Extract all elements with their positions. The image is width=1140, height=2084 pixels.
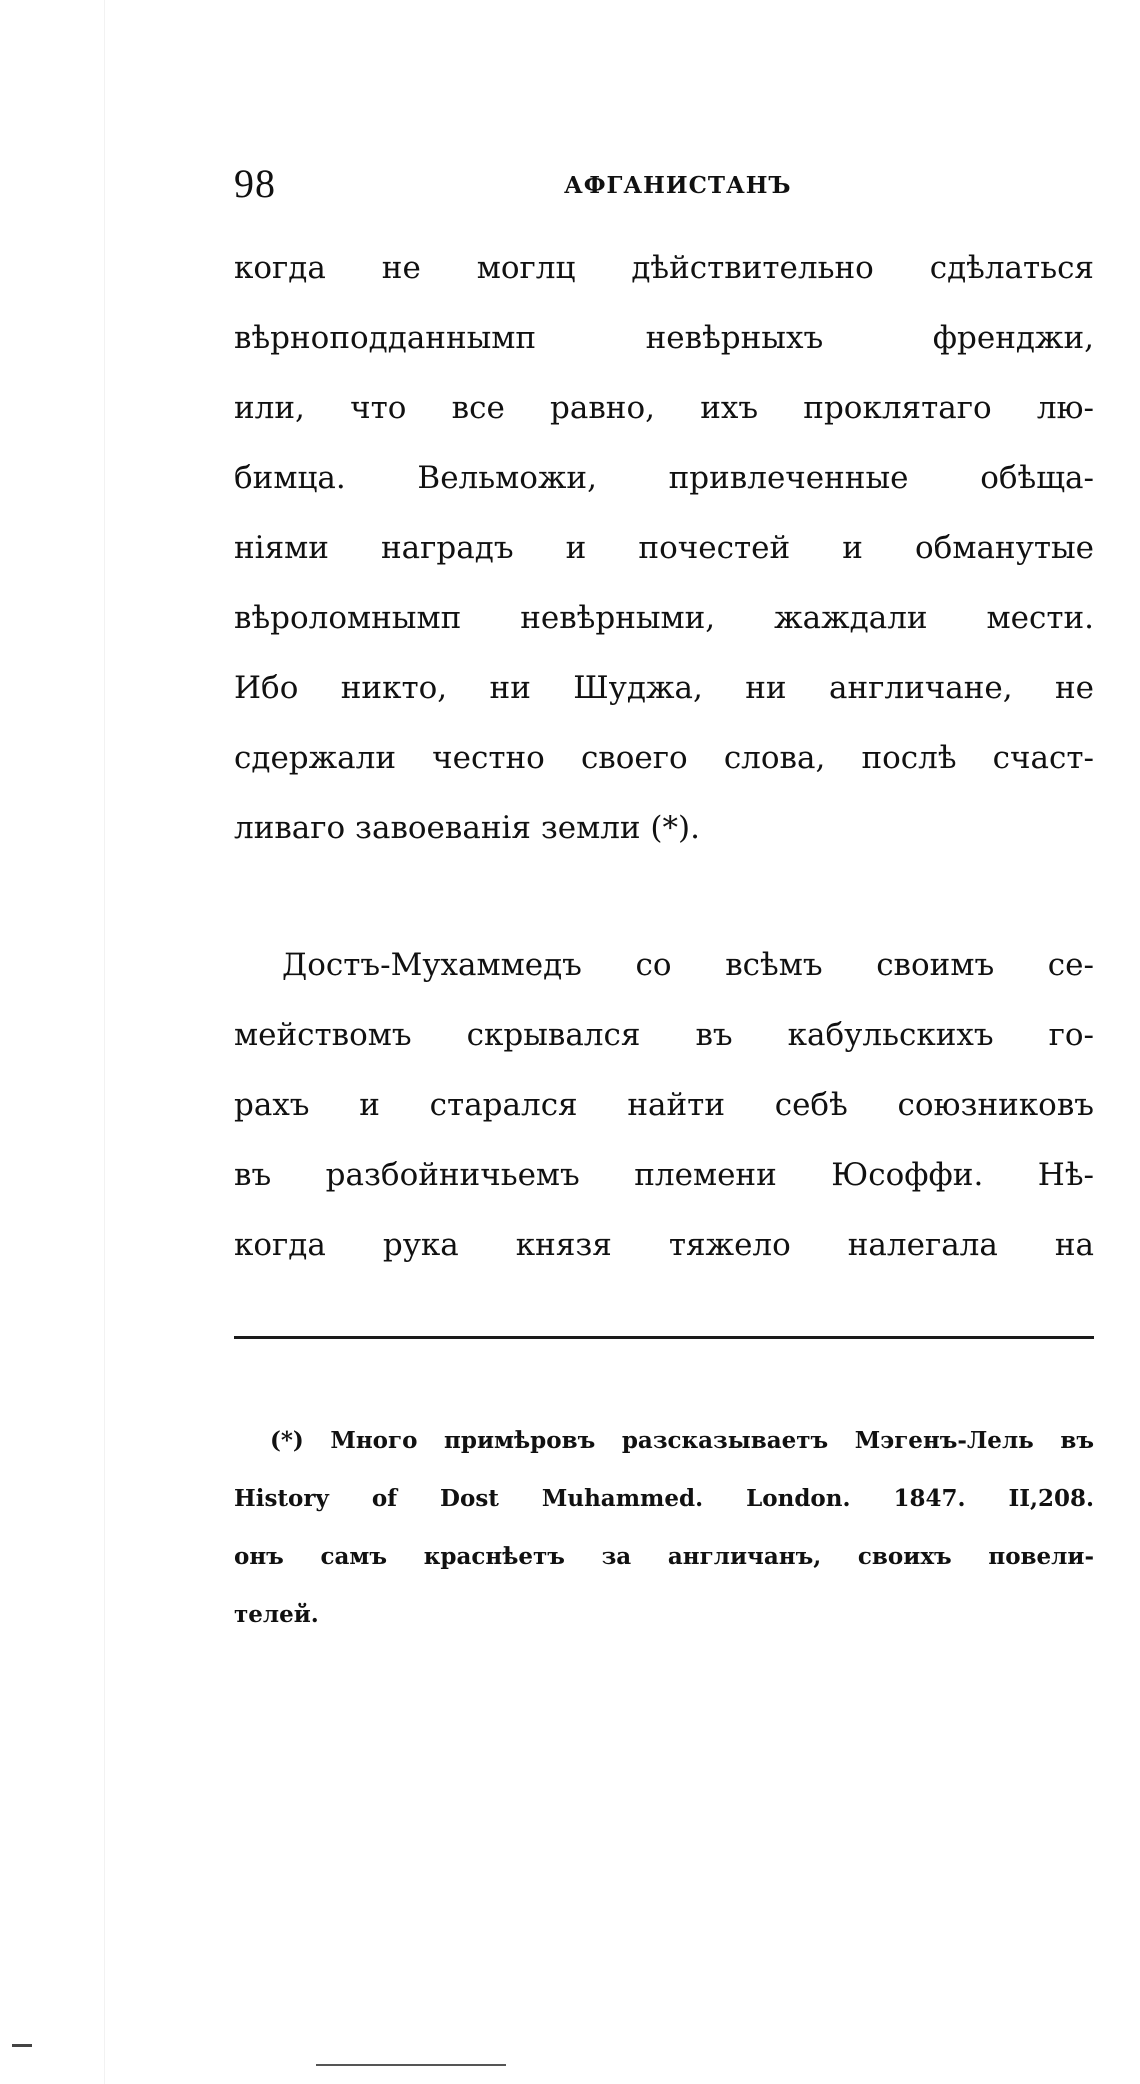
text-line: бимца. Вельможи, привлеченные обѣща- xyxy=(234,460,1094,496)
page-number: 98 xyxy=(234,161,276,206)
text-line: сдержали честно своего слова, послѣ счаст- xyxy=(234,740,1094,776)
paragraph-2 xyxy=(234,930,1094,1280)
scan-left-edge xyxy=(104,0,105,2084)
running-head: АФГАНИСТАНЪ xyxy=(564,172,792,199)
text-line: Ибо никто, ни Шуджа, ни англичане, не xyxy=(234,670,1094,706)
scan-bottom-mark xyxy=(316,2064,506,2066)
footnote-line: телей. xyxy=(234,1601,319,1628)
footnote-divider xyxy=(234,1336,1094,1339)
text-line: Достъ-Мухаммедъ со всѣмъ своимъ се- xyxy=(282,947,1094,983)
footnote-line: онъ самъ краснѣетъ за англичанъ, своихъ повели- xyxy=(234,1543,1094,1570)
text-line: или, что все равно, ихъ проклятаго лю- xyxy=(234,390,1094,426)
text-line: когда рука князя тяжело налегала на xyxy=(234,1227,1094,1263)
text-line: ливаго завоеванія земли (*). xyxy=(234,810,700,846)
text-line: вѣроломнымп невѣрными, жаждали мести. xyxy=(234,600,1094,636)
page-header xyxy=(234,160,1096,220)
text-line: вѣрноподданнымп невѣрныхъ френджи, xyxy=(234,320,1094,356)
footnote-line: History of Dost Muhammed. London. 1847. II,208. xyxy=(234,1485,1094,1512)
text-line: ніями наградъ и почестей и обманутые xyxy=(234,530,1094,566)
footnote-line: (*) Много примѣровъ разсказываетъ Мэгенъ-Лель въ xyxy=(270,1427,1094,1454)
text-line: когда не моглц дѣйствительно сдѣлаться xyxy=(234,250,1094,286)
footnote xyxy=(234,1412,1094,1644)
text-line: въ разбойничьемъ племени Юсоффи. Нѣ- xyxy=(234,1157,1094,1193)
text-line: мействомъ скрывался въ кабульскихъ го- xyxy=(234,1017,1094,1053)
paragraph-1 xyxy=(234,233,1094,863)
text-line: рахъ и старался найти себѣ союзниковъ xyxy=(234,1087,1094,1123)
scan-corner-mark xyxy=(12,2044,32,2047)
